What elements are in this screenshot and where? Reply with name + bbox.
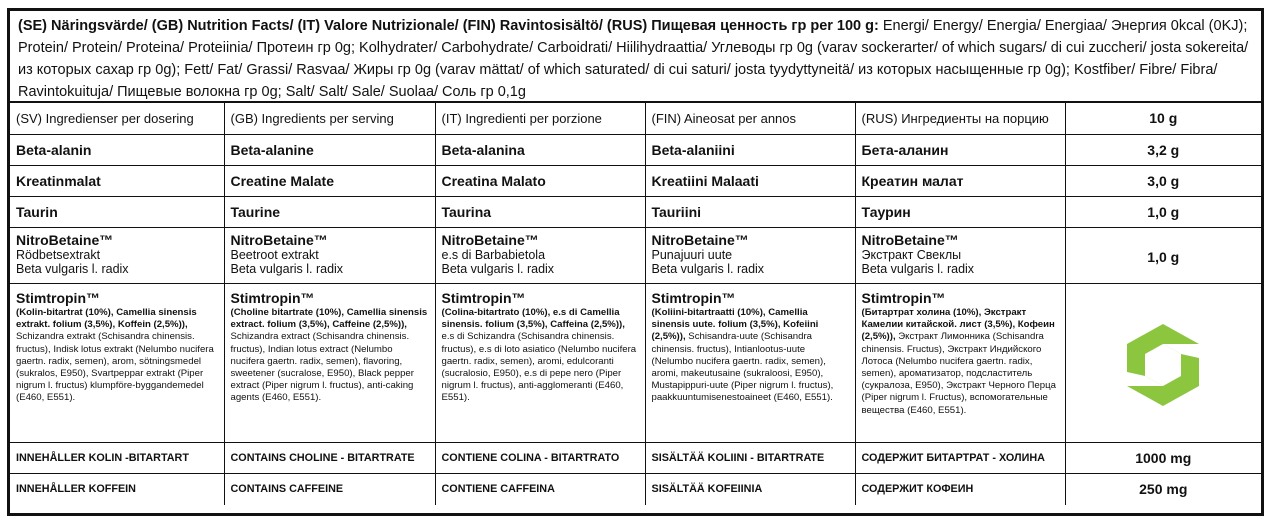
cell-gb: CONTAINS CAFFEINE — [224, 474, 435, 505]
nitrobetaine-extract: e.s di Barbabietola — [441, 248, 546, 262]
nitrobetaine-extract: Rödbetsextrakt — [16, 248, 101, 262]
stimtropin-bold: (Kolin-bitartrat (10%), Camellia sinensis extrakt. folium (3,5%), Koffein (2,5%)), — [16, 307, 197, 331]
table-row-stimtropin — [10, 284, 1261, 443]
cell-gb — [224, 228, 435, 284]
cell-gb: CONTAINS CHOLINE - BITARTRATE — [224, 443, 435, 474]
nitrobetaine-title: NitroBetaine™ — [861, 232, 959, 248]
nitrobetaine-latin: Beta vulgaris l. radix — [230, 262, 344, 276]
stimtropin-rest: Schizandra extrakt (Schisandra chinensis. fructus), Indisk lotus extrakt (Nelumbo nucifera gaertn. radix, semen), arom, sötningsmedel (sukralos, E950), Svartpeppar extrakt (Piper nigrum l. fructus) klumpföre-byggandemedel (E460, E551). — [16, 331, 214, 404]
header-it: (IT) Ingredienti per porzione — [435, 102, 645, 135]
nitrobetaine-title: NitroBetaine™ — [651, 232, 749, 248]
cell-sv — [10, 284, 224, 443]
nutrition-body: Energi/ Energy/ Energia/ Energiaa/ Энергия 0kcal (0KJ); Protein/ Protein/ Proteina/ Proteiinia/ Протеин гр 0g; Kolhydrater/ Carbohydrate/ Carboidrati/ Hiilihydraattia/ Углеводы гр 0g (varav sockerarter/ of which sugars/ di cui zuccheri/ josta sokereita/ из которых сахар гр 0g); Fett/ Fat/ Grassi/ Rasvaa/ Жиры гр 0g (varav mättat/ of which saturated/ di cui saturi/ josta tyydyttyneitä/ из которых насыщенные гр 0g); Kostfiber/ Fibre/ Fibra/ Ravintokuituja/ Пищевые волокна гр 0g; Salt/ Salt/ Sale/ Suolaa/ Соль гр 0,1g — [18, 18, 1249, 100]
cell-amount: 250 mg — [1065, 474, 1261, 505]
cell-rus: Бета-аланин — [855, 135, 1065, 166]
nitrobetaine-latin: Beta vulgaris l. radix — [651, 262, 765, 276]
table-row-creatine-malate — [10, 166, 1261, 197]
header-fin: (FIN) Aineosat per annos — [645, 102, 855, 135]
cell-sv: Taurin — [10, 197, 224, 228]
nitrobetaine-extract: Beetroot extrakt — [230, 248, 319, 262]
stimtropin-title: Stimtropin™ — [861, 290, 946, 306]
nutrition-label — [7, 8, 1264, 516]
cell-it — [435, 284, 645, 443]
stimtropin-bold: (Битартрат холина (10%), Экстракт Камелии китайской. лист (3,5%), Кофеин (2,5%)), — [861, 307, 1055, 343]
cell-amount: 3,2 g — [1065, 135, 1261, 166]
cell-sv: Beta-alanin — [10, 135, 224, 166]
nutrition-facts-header — [10, 11, 1261, 103]
stimtropin-description — [862, 307, 1059, 417]
ingredients-table — [10, 101, 1261, 505]
table-row-nitrobetaine — [10, 228, 1261, 284]
nitrobetaine-extract: Экстракт Свеклы — [861, 248, 962, 262]
cell-sv: INNEHÅLLER KOFFEIN — [10, 474, 224, 505]
cell-it: Taurina — [435, 197, 645, 228]
cell-it: Creatina Malato — [435, 166, 645, 197]
cell-fin: SISÄLTÄÄ KOLIINI - BITARTRATE — [645, 443, 855, 474]
cell-gb — [224, 284, 435, 443]
stimtropin-bold: (Colina-bitartrato (10%), e.s di Camellia sinensis. folium (3,5%), Caffeina (2,5%)), — [441, 307, 625, 331]
nitrobetaine-title: NitroBetaine™ — [230, 232, 328, 248]
nutrition-title: (SE) Näringsvärde/ (GB) Nutrition Facts/ (IT) Valore Nutrizionale/ (FIN) Ravintosisältö/ (RUS) Пищевая ценность гр per 100 g: — [18, 18, 879, 34]
cell-rus: СОДЕРЖИТ БИТАРТРАТ - ХОЛИНА — [855, 443, 1065, 474]
stimtropin-description — [231, 307, 429, 405]
cell-rus: СОДЕРЖИТ КОФЕИН — [855, 474, 1065, 505]
nitrobetaine-title: NitroBetaine™ — [441, 232, 539, 248]
cell-sv — [10, 228, 224, 284]
cell-fin: SISÄLTÄÄ KOFEIINIA — [645, 474, 855, 505]
cell-rus: Креатин малат — [855, 166, 1065, 197]
nitrobetaine-title: NitroBetaine™ — [16, 232, 114, 248]
stimtropin-rest: e.s di Schizandra (Schisandra chinensis. fructus), e.s di loto asiatico (Nelumbo nucifera gaertn. radix, semen), aromi, edulcoranti (sucralosio, E950), e.s di pepe nero (Piper nigrum l. fructus), anti-agglomeranti (E460, E551). — [441, 331, 637, 404]
cell-fin: Tauriini — [645, 197, 855, 228]
stimtropin-description — [652, 307, 849, 405]
stimtropin-title: Stimtropin™ — [651, 290, 736, 306]
cell-it: CONTIENE CAFFEINA — [435, 474, 645, 505]
cell-rus: Таурин — [855, 197, 1065, 228]
cell-amount: 1,0 g — [1065, 197, 1261, 228]
stimtropin-description — [442, 307, 639, 405]
table-row-taurine — [10, 197, 1261, 228]
cell-sv: INNEHÅLLER KOLIN -BITARTART — [10, 443, 224, 474]
nitrobetaine-latin: Beta vulgaris l. radix — [861, 262, 975, 276]
header-rus: (RUS) Ингредиенты на порцию — [855, 102, 1065, 135]
cell-it: CONTIENE COLINA - BITARTRATO — [435, 443, 645, 474]
table-row-choline — [10, 443, 1261, 474]
cell-rus — [855, 228, 1065, 284]
cell-amount: 3,0 g — [1065, 166, 1261, 197]
stimtropin-title: Stimtropin™ — [230, 290, 315, 306]
cell-logo — [1065, 284, 1261, 443]
cell-fin — [645, 228, 855, 284]
cell-gb: Creatine Malate — [224, 166, 435, 197]
stimtropin-bold: (Koliini-bitartraatti (10%), Camellia sinensis uute. folium (3,5%), Kofeiini (2,5%)), — [651, 307, 819, 343]
table-row-caffeine — [10, 474, 1261, 505]
header-gb: (GB) Ingredients per serving — [224, 102, 435, 135]
hexagon-logo-icon — [1123, 322, 1203, 408]
cell-it — [435, 228, 645, 284]
stimtropin-rest: Schisandra-uute (Schisandra chinensis. fructus), Intianlootus-uute (Nelumbo nucifera gaertn. radix, semen), aromi, makeutusaine (sukraloosi, E950), Mustapippuri-uute (Piper nigrum l. fructus), paakkuuntumisenestoaineet (E460, E551). — [651, 331, 834, 404]
cell-sv: Kreatinmalat — [10, 166, 224, 197]
header-sv: (SV) Ingredienser per dosering — [10, 102, 224, 135]
cell-amount: 1,0 g — [1065, 228, 1261, 284]
header-serving-size: 10 g — [1065, 102, 1261, 135]
cell-rus — [855, 284, 1065, 443]
table-header-row — [10, 102, 1261, 135]
cell-fin: Kreatiini Malaati — [645, 166, 855, 197]
stimtropin-bold: (Choline bitartrate (10%), Camellia sinensis extract. folium (3,5%), Caffeine (2,5%)), — [230, 307, 428, 331]
cell-it: Beta-alanina — [435, 135, 645, 166]
nitrobetaine-latin: Beta vulgaris l. radix — [16, 262, 129, 276]
stimtropin-rest: Schizandra extract (Schisandra chinensis. fructus), Indian lotus extract (Nelumbo nucifera gaertn. radix, semen), flavoring, sweetener (sucralose, E950), Black pepper extract (Piper nigrum l. fructus), anti-caking agents (E460, E551). — [230, 331, 414, 404]
table-row-beta-alanine — [10, 135, 1261, 166]
stimtropin-rest: Экстракт Лимонника (Schisandra chinensis. Fructus), Экстракт Индийского Лотоса (Nelumbo nucifera gaertn. radix, semen), ароматизатор, подсластитель (сукралоза, E950), Экстракт Черного Перца (Piper nigrum l. Fructus), вспомогательные вещества (E460, E551). — [861, 331, 1056, 416]
cell-fin: Beta-alaniini — [645, 135, 855, 166]
cell-gb: Beta-alanine — [224, 135, 435, 166]
cell-gb: Taurine — [224, 197, 435, 228]
stimtropin-description — [16, 307, 218, 405]
stimtropin-title: Stimtropin™ — [441, 290, 526, 306]
cell-amount: 1000 mg — [1065, 443, 1261, 474]
nitrobetaine-latin: Beta vulgaris l. radix — [441, 262, 555, 276]
stimtropin-title: Stimtropin™ — [16, 290, 100, 306]
nitrobetaine-extract: Punajuuri uute — [651, 248, 733, 262]
cell-fin — [645, 284, 855, 443]
